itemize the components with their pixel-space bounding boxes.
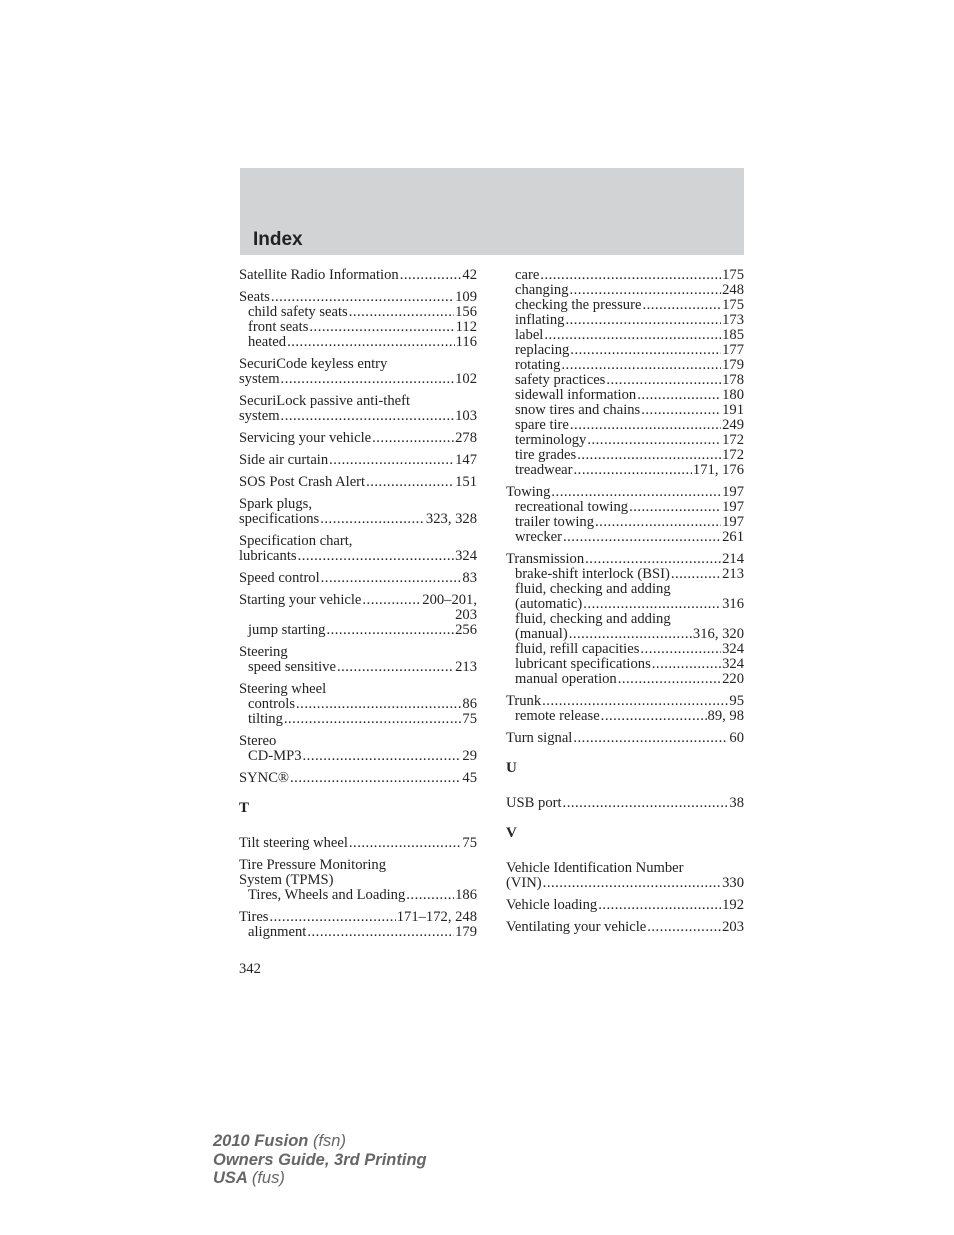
index-entry-line [506, 672, 744, 687]
index-entry [239, 734, 477, 764]
index-entry-label: trailer towing [515, 514, 595, 530]
index-entry [239, 475, 477, 490]
index-entry-line [506, 343, 744, 358]
index-entry-label: Seats [239, 289, 270, 305]
index-entry-page: 330 [722, 875, 744, 891]
index-entry-line [506, 500, 744, 515]
index-entry [239, 497, 477, 527]
index-entry-label: heated [248, 334, 287, 350]
index-entry-label: Tilt steering wheel [239, 835, 348, 851]
index-entry [506, 694, 744, 724]
index-entry-page: 29 [462, 748, 477, 764]
index-entry-label: Ventilating your vehicle [506, 919, 647, 935]
index-entry-label: Speed control [239, 570, 320, 586]
index-entry-label: (VIN) [506, 875, 542, 891]
dot-leader [574, 463, 692, 478]
dot-leader [307, 925, 454, 940]
index-entry-page: 171–172, 248 [396, 909, 477, 925]
footer-line-2: Owners Guide, 3rd Printing [213, 1150, 427, 1169]
dot-leader [281, 372, 455, 387]
dot-leader [587, 433, 721, 448]
index-entry-line [506, 358, 744, 373]
index-entry-label: alignment [248, 924, 307, 940]
index-entry-text: Stereo [239, 733, 277, 749]
index-entry-page: 213 [722, 566, 744, 582]
dot-leader [287, 335, 455, 350]
index-entry-page: 147 [455, 452, 477, 468]
index-entry-line [506, 709, 744, 724]
dot-leader [400, 268, 462, 283]
index-entry-page: 324 [722, 641, 744, 657]
dot-leader [281, 409, 455, 424]
index-entry [506, 268, 744, 478]
footer-line-3 [213, 1169, 427, 1188]
index-entry-page: 177 [722, 342, 744, 358]
index-entry-label: Tires, Wheels and Loading [248, 887, 406, 903]
index-entry-line [239, 512, 477, 527]
index-entry-text: SecuriLock passive anti-theft [239, 393, 411, 409]
index-entry-label: lubricants [239, 548, 297, 564]
dot-leader [570, 343, 721, 358]
index-entry-page: 171, 176 [692, 462, 744, 478]
index-entry-line [506, 876, 744, 891]
index-entry-label: USB port [506, 795, 562, 811]
index-entry-label: Servicing your vehicle [239, 430, 372, 446]
index-entry-label: Starting your vehicle [239, 592, 362, 608]
index-entry-page: 214 [722, 551, 744, 567]
index-entry-text: Steering [239, 644, 288, 660]
page-title: Index [253, 229, 303, 250]
index-entry-label: Side air curtain [239, 452, 329, 468]
index-entry-line [239, 836, 477, 851]
dot-leader [641, 403, 721, 418]
index-entry-label: controls [248, 696, 296, 712]
index-entry-label: tilting [248, 711, 283, 727]
index-entry-page: 324 [722, 656, 744, 672]
index-entry-page: 200–201, [422, 592, 477, 608]
index-entry-page: 213 [455, 659, 477, 675]
dot-leader [366, 475, 454, 490]
index-entry-page: 45 [462, 770, 477, 786]
index-entry-page: 203 [722, 919, 744, 935]
index-entry-line [506, 433, 744, 448]
index-entry-label: safety practices [515, 372, 606, 388]
index-entry-label: changing [515, 282, 569, 298]
dot-leader [577, 448, 721, 463]
index-entry [506, 731, 744, 746]
index-entry [506, 920, 744, 935]
index-entry-page: 316, 320 [692, 626, 744, 642]
index-entry-line [239, 593, 477, 608]
footer-line-1 [213, 1132, 427, 1151]
index-entry-page: 109 [455, 289, 477, 305]
index-entry-label: sidewall information [515, 387, 637, 403]
footer-market-code: (fus) [251, 1169, 285, 1187]
index-entry-label: care [515, 267, 540, 283]
dot-leader [563, 530, 721, 545]
index-entry-text: Spark plugs, [239, 496, 312, 512]
index-entry-page: 192 [722, 897, 744, 913]
index-entry-page: 178 [722, 372, 744, 388]
dot-leader [640, 642, 721, 657]
dot-leader [362, 593, 421, 608]
index-entry-page: 116 [455, 334, 477, 350]
index-entry-page: 86 [462, 696, 477, 712]
dot-leader [303, 749, 462, 764]
index-entry-page: 197 [722, 514, 744, 530]
index-entry-line [506, 642, 744, 657]
index-entry-page: 75 [462, 835, 477, 851]
index-entry [239, 453, 477, 468]
index-entry-page: 261 [722, 529, 744, 545]
index-entry-label: SYNC® [239, 770, 290, 786]
dot-leader [570, 283, 722, 298]
index-entry-page: 175 [722, 267, 744, 283]
index-entry-label: Satellite Radio Information [239, 267, 399, 283]
index-entry-label: system [239, 371, 280, 387]
index-entry-label: Towing [506, 484, 551, 500]
index-entry-line [239, 549, 477, 564]
dot-leader [320, 512, 425, 527]
dot-leader [544, 328, 721, 343]
index-entry [239, 645, 477, 675]
dot-leader [671, 567, 721, 582]
index-entry-label: speed sensitive [248, 659, 336, 675]
index-entry-line [239, 290, 477, 305]
index-entry-line [506, 552, 744, 567]
section-letter: U [506, 760, 517, 776]
index-entry-label: remote release [515, 708, 600, 724]
index-column-left [239, 268, 477, 947]
index-entry-page: 316 [722, 596, 744, 612]
index-entry [239, 268, 477, 283]
index-entry [239, 571, 477, 586]
index-entry [239, 682, 477, 727]
index-entry [239, 771, 477, 786]
index-entry-line [506, 463, 744, 478]
index-entry-page: 278 [455, 430, 477, 446]
index-entry [506, 485, 744, 545]
index-entry-line [506, 403, 744, 418]
index-entry-line [239, 623, 477, 638]
footer-model-code: (fsn) [312, 1132, 346, 1150]
dot-leader [540, 268, 721, 283]
index-entry-label: lubricant specifications [515, 656, 651, 672]
index-entry-label: Transmission [506, 551, 585, 567]
index-entry-page: 197 [722, 484, 744, 500]
index-entry-line [239, 749, 477, 764]
index-entry [239, 290, 477, 350]
dot-leader [647, 920, 721, 935]
index-entry-label: fluid, refill capacities [515, 641, 640, 657]
index-entry-text: Vehicle Identification Number [506, 860, 684, 876]
index-entry-line [506, 567, 744, 582]
index-entry [506, 898, 744, 913]
index-entry-page: 42 [462, 267, 477, 283]
index-entry-line [239, 697, 477, 712]
index-entry-label: CD-MP3 [248, 748, 302, 764]
dot-leader [349, 836, 462, 851]
index-entry-text: Steering wheel [239, 681, 327, 697]
index-entry [239, 910, 477, 940]
dot-leader [329, 453, 454, 468]
dot-leader [573, 731, 728, 746]
index-entry [506, 796, 744, 811]
index-entry-page: 180 [722, 387, 744, 403]
index-entry-label: label [515, 327, 544, 343]
index-entry-label: (manual) [515, 626, 568, 642]
footer-model: 2010 Fusion [213, 1132, 309, 1150]
index-entry-line [239, 305, 477, 320]
index-header-bar [240, 168, 744, 255]
dot-leader [565, 313, 721, 328]
dot-leader [284, 712, 462, 727]
index-entry-label: manual operation [515, 671, 617, 687]
index-entry-page: 156 [455, 304, 477, 320]
index-entry-label: Tires [239, 909, 269, 925]
index-entry-page: 112 [455, 319, 477, 335]
index-entry-label: brake-shift interlock (BSI) [515, 566, 670, 582]
dot-leader [569, 627, 692, 642]
index-entry-text: System (TPMS) [239, 872, 334, 888]
dot-leader [601, 709, 707, 724]
index-entry-line [506, 530, 744, 545]
page-number: 342 [239, 961, 261, 977]
index-entry-line [239, 335, 477, 350]
index-entry-line [506, 418, 744, 433]
index-entry-label: front seats [248, 319, 309, 335]
index-entry-page: 324 [455, 548, 477, 564]
index-entry-line [506, 627, 744, 642]
index-entry [239, 836, 477, 851]
index-entry-label: checking the pressure [515, 297, 642, 313]
dot-leader [618, 672, 721, 687]
index-entry [506, 552, 744, 687]
dot-leader [543, 876, 721, 891]
index-entry-label: Turn signal [506, 730, 573, 746]
index-entry-page: 38 [729, 795, 744, 811]
index-entry-text: fluid, checking and adding [515, 611, 671, 627]
index-entry-text: Tire Pressure Monitoring [239, 857, 387, 873]
dot-leader [269, 910, 395, 925]
footer-market: USA [213, 1169, 248, 1187]
index-entry-line [239, 925, 477, 940]
index-entry-page: 248 [722, 282, 744, 298]
dot-leader [542, 694, 728, 709]
index-entry-line [506, 283, 744, 298]
index-entry-label: rotating [515, 357, 561, 373]
index-entry-page: 172 [722, 447, 744, 463]
dot-leader [629, 500, 721, 515]
index-entry-label: inflating [515, 312, 565, 328]
index-entry-label: jump starting [248, 622, 326, 638]
index-column-right [506, 268, 744, 942]
index-entry [506, 861, 744, 891]
index-entry-line [506, 328, 744, 343]
dot-leader [642, 298, 721, 313]
index-entry-page: 179 [455, 924, 477, 940]
index-entry [239, 394, 477, 424]
index-entry-label: terminology [515, 432, 587, 448]
dot-leader [551, 485, 721, 500]
index-entry-line [239, 372, 477, 387]
index-entry-label: SOS Post Crash Alert [239, 474, 366, 490]
index-entry-line [239, 660, 477, 675]
dot-leader [570, 418, 721, 433]
index-entry-line [506, 298, 744, 313]
index-entry-label: Trunk [506, 693, 542, 709]
index-entry-text: Specification chart, [239, 533, 353, 549]
dot-leader [652, 657, 721, 672]
index-entry-label: Vehicle loading [506, 897, 598, 913]
index-entry-text: fluid, checking and adding [515, 581, 671, 597]
index-entry [239, 534, 477, 564]
index-entry-line [506, 920, 744, 935]
index-entry-line [506, 268, 744, 283]
index-entry-line [506, 313, 744, 328]
index-entry-label: treadwear [515, 462, 573, 478]
index-entry-page: 185 [722, 327, 744, 343]
index-entry-line [506, 485, 744, 500]
index-entry-label: child safety seats [248, 304, 348, 320]
dot-leader [583, 597, 721, 612]
index-entry [239, 593, 477, 638]
index-entry-line [506, 515, 744, 530]
index-entry-page: 173 [722, 312, 744, 328]
index-entry-page-continued: 203 [455, 607, 477, 623]
index-entry-label: (automatic) [515, 596, 583, 612]
index-entry-line [506, 597, 744, 612]
index-entry [239, 431, 477, 446]
index-entry-page: 197 [722, 499, 744, 515]
index-entry-page: 95 [729, 693, 744, 709]
index-entry-page: 89, 98 [707, 708, 744, 724]
dot-leader [321, 571, 462, 586]
dot-leader [637, 388, 721, 403]
index-entry-page: 172 [722, 432, 744, 448]
index-entry-page: 220 [722, 671, 744, 687]
index-entry-line [506, 898, 744, 913]
dot-leader [326, 623, 454, 638]
index-entry-line [239, 453, 477, 468]
dot-leader [337, 660, 454, 675]
index-entry-line [506, 796, 744, 811]
dot-leader [561, 358, 721, 373]
index-entry-line [239, 409, 477, 424]
index-entry-page: 191 [722, 402, 744, 418]
index-entry-line [506, 694, 744, 709]
index-entry-line [506, 657, 744, 672]
index-entry-page: 83 [462, 570, 477, 586]
dot-leader [406, 888, 454, 903]
dot-leader [290, 771, 461, 786]
index-entry-label: replacing [515, 342, 570, 358]
dot-leader [271, 290, 454, 305]
index-entry-page: 103 [455, 408, 477, 424]
index-entry-label: system [239, 408, 280, 424]
index-entry-label: tire grades [515, 447, 577, 463]
index-entry-line [239, 888, 477, 903]
index-entry-line [239, 268, 477, 283]
index-entry-line [239, 571, 477, 586]
index-entry-line [506, 388, 744, 403]
index-entry-line [239, 771, 477, 786]
dot-leader [598, 898, 721, 913]
dot-leader [563, 796, 729, 811]
index-entry [239, 858, 477, 903]
section-letter: T [239, 800, 250, 816]
index-entry-page: 151 [455, 474, 477, 490]
index-entry-page: 75 [462, 711, 477, 727]
index-entry-line [239, 431, 477, 446]
index-entry-label: recreational towing [515, 499, 629, 515]
dot-leader [595, 515, 721, 530]
dot-leader [606, 373, 721, 388]
dot-leader [585, 552, 721, 567]
index-entry-line [239, 475, 477, 490]
index-entry-label: specifications [239, 511, 320, 527]
index-entry-page: 186 [455, 887, 477, 903]
dot-leader [349, 305, 454, 320]
index-entry-line [506, 731, 744, 746]
index-entry-text: SecuriCode keyless entry [239, 356, 388, 372]
index-entry-line [239, 320, 477, 335]
footer-publication-info [213, 1132, 427, 1188]
dot-leader [372, 431, 454, 446]
index-entry-label: snow tires and chains [515, 402, 641, 418]
dot-leader [298, 549, 455, 564]
section-letter: V [506, 825, 517, 841]
index-entry-page: 179 [722, 357, 744, 373]
index-entry-line [239, 712, 477, 727]
index-entry-page: 249 [722, 417, 744, 433]
index-entry-page: 102 [455, 371, 477, 387]
index-entry-page: 256 [455, 622, 477, 638]
index-entry-page: 323, 328 [425, 511, 477, 527]
index-entry-page: 175 [722, 297, 744, 313]
dot-leader [296, 697, 461, 712]
dot-leader [309, 320, 454, 335]
index-entry-line [506, 448, 744, 463]
index-entry-label: spare tire [515, 417, 569, 433]
index-entry-label: wrecker [515, 529, 562, 545]
index-entry-line [506, 373, 744, 388]
index-entry-page: 60 [729, 730, 744, 746]
index-entry-line [239, 910, 477, 925]
index-entry [239, 357, 477, 387]
